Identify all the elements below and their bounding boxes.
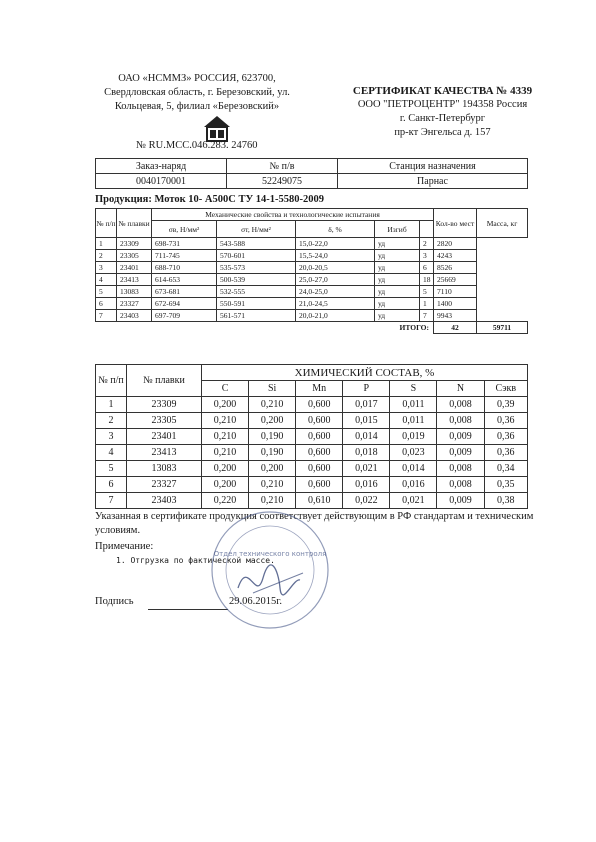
order-value-cell: 0040170001 [96,174,227,189]
total-label: ИТОГО: [96,322,434,334]
cell: 0,008 [437,397,484,413]
cell: 9943 [434,310,477,322]
cell: 0,200 [202,397,249,413]
cell: 23309 [127,397,202,413]
table-row [96,274,528,286]
order-header-row [96,159,528,174]
cell: уд [375,238,420,250]
cell: 2 [420,238,434,250]
cell: 5 [96,461,127,477]
recipient-line: пр-кт Энгельса д. 157 [394,127,491,138]
cell: 2820 [434,238,477,250]
cell: 6 [96,477,127,493]
cell: уд [375,262,420,274]
cell: 0,016 [343,477,390,493]
cell: 0,011 [390,397,437,413]
cell: 0,011 [390,413,437,429]
cell: 0,021 [390,493,437,509]
order-value-row [96,174,528,189]
table-row [96,298,528,310]
cell: 20,0-20,5 [296,262,375,274]
cell: 15,5-24,0 [296,250,375,262]
header-mass: Масса, кг [477,209,528,238]
note-label: Примечание: [95,541,154,552]
cell: 4 [96,445,127,461]
certificate-title: СЕРТИФИКАТ КАЧЕСТВА № 4339 [352,85,533,97]
cell: 550-591 [217,298,296,310]
cell: 0,016 [390,477,437,493]
cell: 13083 [127,461,202,477]
cell: уд [375,310,420,322]
cell: 23327 [127,477,202,493]
cell: 3 [96,262,117,274]
cell: 711-745 [152,250,217,262]
table-row [96,238,528,250]
mechanical-table [95,208,528,334]
cell: уд [375,250,420,262]
header-element: P [343,381,390,397]
cell: 0,600 [296,445,343,461]
cell: 698-731 [152,238,217,250]
sender-line: Свердловская область, г. Березовский, ул. [104,87,290,98]
table-row [96,477,528,493]
table-row [96,429,528,445]
header-sigma-v: σв, Н/мм² [152,221,217,238]
cell: 0,600 [296,477,343,493]
header-heat: № плавки [117,209,152,238]
chemical-table [95,364,528,509]
product-line: Продукция: Моток 10- А500С ТУ 14-1-5580-2009 [95,194,325,205]
cell: 0,018 [343,445,390,461]
cell: 0,35 [484,477,527,493]
cell: 0,600 [296,397,343,413]
sender-line: Кольцевая, 5, филиал «Березовский» [114,101,280,112]
cell: 23305 [117,250,152,262]
order-value-cell: 52249075 [227,174,338,189]
cell: 0,600 [296,429,343,445]
total-places: 42 [434,322,477,334]
cell: 0,014 [390,461,437,477]
note-item: 1. Отгрузка по фактической массе. [116,556,275,565]
cell: 23403 [117,310,152,322]
header-sigma-t: σт, Н/мм² [217,221,296,238]
cell: 0,210 [202,429,249,445]
header-no: № п/п [96,209,117,238]
stamp-text: Отдел технического контроля [213,550,327,558]
cell: 4243 [434,250,477,262]
cell: 0,210 [249,493,296,509]
registration-number: № RU.МСС.046.283. 24760 [136,140,258,151]
order-header-cell: Станция назначения [338,159,528,174]
table-row [96,286,528,298]
cell: 0,008 [437,413,484,429]
cell: 0,014 [343,429,390,445]
cell: уд [375,286,420,298]
cell: 673-681 [152,286,217,298]
cell: 697-709 [152,310,217,322]
cell: 6 [96,298,117,310]
cell: 23403 [127,493,202,509]
cell: 4 [96,274,117,286]
cell: 3 [420,250,434,262]
cell: 1 [96,397,127,413]
cell: 0,008 [437,477,484,493]
order-header-cell: Заказ-наряд [96,159,227,174]
table-row [96,493,528,509]
recipient-line: г. Санкт-Петербург [399,113,486,124]
cell: 1 [420,298,434,310]
table-row [96,397,528,413]
header-heat: № плавки [127,365,202,397]
cell: 5 [420,286,434,298]
cell: 24,0-25,0 [296,286,375,298]
cell: 23401 [127,429,202,445]
cell: 0,021 [343,461,390,477]
signature-date: 29.06.2015г. [229,596,282,607]
cell: 5 [96,286,117,298]
cell: уд [375,274,420,286]
cell: 0,200 [249,413,296,429]
total-mass: 59711 [477,322,528,334]
table-row [96,250,528,262]
cell: 18 [420,274,434,286]
cell: 0,200 [249,461,296,477]
cell: 0,200 [202,461,249,477]
cell: 0,190 [249,429,296,445]
compliance-statement: Указанная в сертификате продукция соответствует действующим в РФ стандартам и техническим условиям. [95,511,534,536]
cell: 543-588 [217,238,296,250]
cell: 0,015 [343,413,390,429]
cell: 535-573 [217,262,296,274]
cell: 0,36 [484,445,527,461]
cell: 0,36 [484,413,527,429]
order-value-cell: Парнас [338,174,528,189]
chemical-header-row [96,365,528,381]
header-element: Сэкв [484,381,527,397]
table-row [96,310,528,322]
cell: 7 [96,493,127,509]
cell: 0,023 [390,445,437,461]
cell: 25669 [434,274,477,286]
header-element: Mn [296,381,343,397]
header-element: C [202,381,249,397]
sender-line: ОАО «НСММЗ» РОССИЯ, 623700, [118,73,276,84]
cell: 0,34 [484,461,527,477]
cell: 0,009 [437,445,484,461]
header-no: № п/п [96,365,127,397]
table-row [96,445,528,461]
cell: 20,0-21,0 [296,310,375,322]
cell: 614-653 [152,274,217,286]
cell: 570-601 [217,250,296,262]
cell: 2 [96,250,117,262]
cell: 0,019 [390,429,437,445]
cell: 500-539 [217,274,296,286]
cell: 0,210 [202,413,249,429]
stamp-icon [208,508,332,632]
cell: 3 [96,429,127,445]
cell: 0,210 [249,477,296,493]
header-delta: δ, % [296,221,375,238]
sender-block [72,72,322,114]
cell: 0,200 [202,477,249,493]
cell: 0,38 [484,493,527,509]
header-mech-group: Механические свойства и технологические испытания [152,209,434,221]
cell: 7 [420,310,434,322]
cell: 25,0-27,0 [296,274,375,286]
cell: 0,190 [249,445,296,461]
cell: 7110 [434,286,477,298]
cell: 0,008 [437,461,484,477]
cell: 0,210 [249,397,296,413]
total-row [96,322,528,334]
cell: 21,0-24,5 [296,298,375,310]
cell: 0,36 [484,429,527,445]
certificate-block [335,84,550,140]
header-places: Кол-во мест [434,209,477,238]
cell: 1 [96,238,117,250]
cell: 1400 [434,298,477,310]
header-chem-group: ХИМИЧЕСКИЙ СОСТАВ, % [202,365,528,381]
cell: 23309 [117,238,152,250]
recipient-line: ООО "ПЕТРОЦЕНТР" 194358 Россия [357,99,528,110]
cell: 7 [96,310,117,322]
cell: 6 [420,262,434,274]
header-element: S [390,381,437,397]
cell: 15,0-22,0 [296,238,375,250]
table-row [96,413,528,429]
order-table [95,158,528,189]
company-logo-icon [202,113,232,143]
cell: 0,017 [343,397,390,413]
cell: 23413 [127,445,202,461]
table-row [96,262,528,274]
cell: 0,600 [296,461,343,477]
cell: 0,600 [296,413,343,429]
cell: 0,009 [437,429,484,445]
cell: 23401 [117,262,152,274]
cell: 532-555 [217,286,296,298]
cell: 0,220 [202,493,249,509]
cell: 0,022 [343,493,390,509]
mechanical-header-row [96,209,528,221]
header-element: N [437,381,484,397]
header-element: Si [249,381,296,397]
cell: 0,610 [296,493,343,509]
cell: 0,009 [437,493,484,509]
cell: 672-694 [152,298,217,310]
signature-label: Подпись [95,596,134,607]
cell: 688-710 [152,262,217,274]
cell: 8526 [434,262,477,274]
cell: 23305 [127,413,202,429]
cell: 561-571 [217,310,296,322]
cell: 2 [96,413,127,429]
cell: 23413 [117,274,152,286]
cell: 0,210 [202,445,249,461]
cell: 0,39 [484,397,527,413]
cell: 23327 [117,298,152,310]
header-bend: Изгиб [375,221,420,238]
cell: уд [375,298,420,310]
cell: 13083 [117,286,152,298]
order-header-cell: № п/в [227,159,338,174]
table-row [96,461,528,477]
